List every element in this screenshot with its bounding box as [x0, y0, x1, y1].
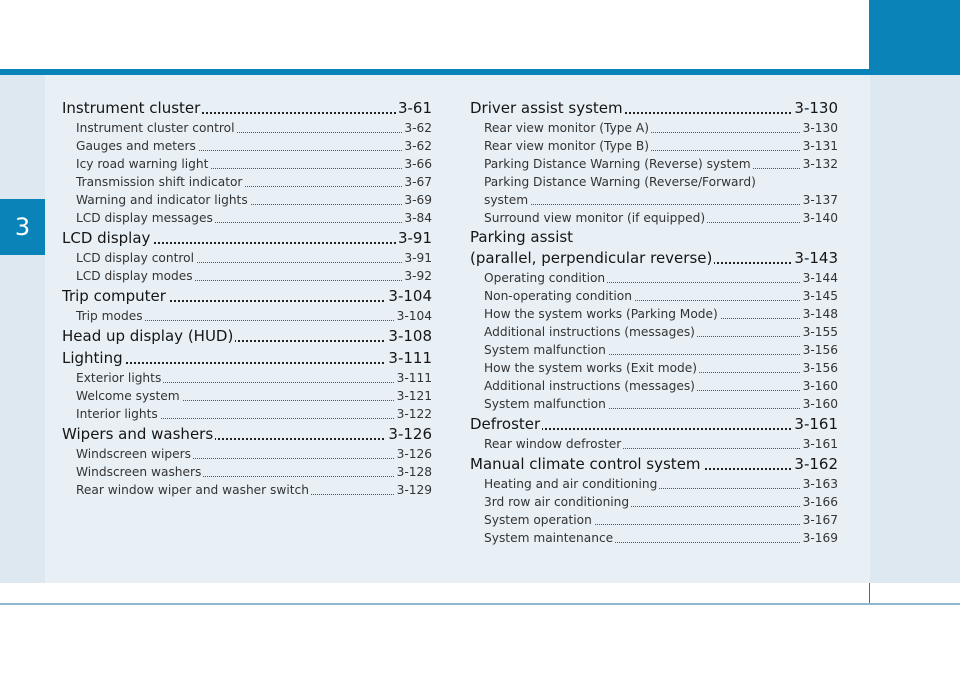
toc-entry-page: 3-61 [397, 99, 432, 117]
toc-entry-page: 3-129 [396, 483, 432, 497]
toc-subsection-entry[interactable] [62, 173, 432, 191]
toc-subsection-entry[interactable] [62, 191, 432, 209]
toc-entry-page: 3-128 [396, 465, 432, 479]
toc-entry-page: 3-160 [802, 379, 838, 393]
toc-entry-title: Manual climate control system [470, 455, 701, 473]
toc-subsection-entry[interactable] [62, 209, 432, 227]
toc-entry-page: 3-169 [802, 531, 838, 545]
toc-entry-title: Rear window defroster [484, 437, 622, 451]
toc-entry-title: Additional instructions (messages) [484, 325, 695, 339]
toc-entry-page: 3-155 [802, 325, 838, 339]
toc-entry-page: 3-156 [802, 361, 838, 375]
toc-subsection-entry[interactable] [62, 445, 432, 463]
toc-entry-page: 3-126 [388, 425, 432, 443]
toc-entry-page: 3-66 [404, 157, 432, 171]
toc-entry-title: Non-operating condition [484, 289, 632, 303]
toc-subsection-entry[interactable] [62, 369, 432, 387]
toc-entry-title: Warning and indicator lights [76, 193, 248, 207]
chapter-number: 3 [14, 213, 31, 241]
toc-subsection-entry[interactable] [470, 323, 838, 341]
toc-entry-title: Additional instructions (messages) [484, 379, 695, 393]
toc-entry-page: 3-91 [397, 229, 432, 247]
toc-entry-title: LCD display modes [76, 269, 193, 283]
toc-subsection-entry[interactable] [62, 481, 432, 499]
toc-entry-page: 3-160 [802, 397, 838, 411]
toc-subsection-entry[interactable] [470, 475, 838, 493]
toc-entry-title: Windscreen wipers [76, 447, 191, 461]
toc-section-entry[interactable] [62, 97, 432, 119]
toc-subsection-entry[interactable] [470, 209, 838, 227]
toc-entry-page: 3-91 [404, 251, 432, 265]
toc-entry-title: LCD display [62, 229, 151, 247]
toc-subsection-entry[interactable] [470, 511, 838, 529]
toc-entry-page: 3-145 [802, 289, 838, 303]
toc-entry-page: 3-148 [802, 307, 838, 321]
toc-entry-title: Rear view monitor (Type A) [484, 121, 649, 135]
toc-subsection-entry[interactable] [470, 359, 838, 377]
toc-section-entry[interactable] [470, 227, 838, 247]
toc-entry-page: 3-162 [794, 455, 838, 473]
toc-entry-title: (parallel, perpendicular reverse) [470, 249, 713, 267]
toc-entry-page: 3-104 [396, 309, 432, 323]
toc-entry-page: 3-144 [802, 271, 838, 285]
toc-section-entry[interactable] [62, 325, 432, 347]
toc-section-entry[interactable] [62, 347, 432, 369]
toc-entry-title: Wipers and washers [62, 425, 214, 443]
toc-entry-title: Driver assist system [470, 99, 623, 117]
toc-entry-title: Defroster [470, 415, 541, 433]
toc-entry-title: Head up display (HUD) [62, 327, 234, 345]
toc-subsection-entry[interactable] [470, 191, 838, 209]
toc-entry-page: 3-140 [802, 211, 838, 225]
toc-entry-page: 3-84 [404, 211, 432, 225]
toc-entry-title: 3rd row air conditioning [484, 495, 630, 509]
toc-entry-title: Windscreen washers [76, 465, 202, 479]
toc-subsection-entry[interactable] [62, 387, 432, 405]
toc-entry-title: Instrument cluster [62, 99, 201, 117]
toc-entry-title: Trip computer [62, 287, 166, 305]
toc-entry-title: Rear view monitor (Type B) [484, 139, 650, 153]
chapter-tab [0, 199, 45, 255]
toc-subsection-entry[interactable] [62, 463, 432, 481]
toc-entry-page: 3-67 [404, 175, 432, 189]
toc-entry-page: 3-167 [802, 513, 838, 527]
left-margin-panel [0, 75, 45, 583]
toc-panel [45, 75, 870, 583]
toc-subsection-entry[interactable] [470, 395, 838, 413]
toc-entry-title: Parking Distance Warning (Reverse/Forward) [484, 175, 756, 189]
toc-entry-page: 3-161 [794, 415, 838, 433]
toc-entry-title: How the system works (Exit mode) [484, 361, 698, 375]
toc-entry-title: Interior lights [76, 407, 158, 421]
toc-subsection-entry[interactable] [62, 155, 432, 173]
toc-subsection-entry[interactable] [470, 269, 838, 287]
toc-subsection-entry[interactable] [470, 119, 838, 137]
toc-entry-page: 3-111 [396, 371, 432, 385]
right-margin-panel [870, 75, 960, 583]
toc-entry-page: 3-62 [404, 139, 432, 153]
toc-section-entry[interactable] [470, 453, 838, 475]
header-corner-block [869, 0, 960, 69]
toc-subsection-entry[interactable] [470, 173, 838, 191]
footer-rule [0, 603, 960, 605]
toc-entry-title: System malfunction [484, 397, 606, 411]
toc-section-entry[interactable] [62, 285, 432, 307]
toc-subsection-entry[interactable] [62, 119, 432, 137]
toc-entry-page: 3-122 [396, 407, 432, 421]
toc-entry-title: Heating and air conditioning [484, 477, 658, 491]
toc-entry-page: 3-111 [388, 349, 432, 367]
toc-entry-page: 3-156 [802, 343, 838, 357]
toc-left-column [62, 97, 432, 499]
toc-entry-title: System operation [484, 513, 592, 527]
toc-entry-page: 3-143 [794, 249, 838, 267]
toc-entry-title: How the system works (Parking Mode) [484, 307, 718, 321]
toc-entry-page: 3-62 [404, 121, 432, 135]
dot-leader [484, 204, 838, 205]
toc-entry-title: System maintenance [484, 531, 614, 545]
toc-entry-title: System malfunction [484, 343, 606, 357]
toc-subsection-entry[interactable] [62, 405, 432, 423]
toc-entry-title: system [484, 193, 529, 207]
toc-entry-page: 3-104 [388, 287, 432, 305]
toc-entry-page: 3-92 [404, 269, 432, 283]
toc-entry-title: Trip modes [76, 309, 143, 323]
toc-entry-title: LCD display messages [76, 211, 213, 225]
toc-subsection-entry[interactable] [470, 377, 838, 395]
toc-entry-title: Parking assist [470, 228, 574, 246]
toc-entry-title: Icy road warning light [76, 157, 209, 171]
toc-entry-title: Surround view monitor (if equipped) [484, 211, 706, 225]
toc-entry-title: Gauges and meters [76, 139, 196, 153]
toc-entry-title: LCD display control [76, 251, 194, 265]
toc-entry-page: 3-108 [388, 327, 432, 345]
toc-subsection-entry[interactable] [62, 137, 432, 155]
toc-entry-page: 3-161 [802, 437, 838, 451]
toc-entry-page: 3-163 [802, 477, 838, 491]
toc-entry-title: Rear window wiper and washer switch [76, 483, 309, 497]
toc-section-entry[interactable] [470, 247, 838, 269]
toc-entry-page: 3-130 [794, 99, 838, 117]
toc-subsection-entry[interactable] [470, 529, 838, 547]
toc-subsection-entry[interactable] [470, 305, 838, 323]
toc-right-column [470, 97, 838, 547]
toc-entry-page: 3-166 [802, 495, 838, 509]
toc-subsection-entry[interactable] [470, 137, 838, 155]
toc-subsection-entry[interactable] [62, 267, 432, 285]
toc-entry-page: 3-131 [802, 139, 838, 153]
toc-subsection-entry[interactable] [470, 341, 838, 359]
toc-entry-title: Lighting [62, 349, 123, 367]
toc-entry-page: 3-121 [396, 389, 432, 403]
toc-subsection-entry[interactable] [470, 287, 838, 305]
toc-section-entry[interactable] [62, 423, 432, 445]
toc-entry-page: 3-126 [396, 447, 432, 461]
toc-section-entry[interactable] [470, 97, 838, 119]
toc-section-entry[interactable] [470, 413, 838, 435]
toc-entry-title: Instrument cluster control [76, 121, 235, 135]
toc-subsection-entry[interactable] [470, 155, 838, 173]
toc-subsection-entry[interactable] [62, 307, 432, 325]
toc-entry-title: Welcome system [76, 389, 180, 403]
toc-entry-page: 3-137 [802, 193, 838, 207]
toc-subsection-entry[interactable] [62, 249, 432, 267]
toc-entry-title: Exterior lights [76, 371, 162, 385]
toc-entry-page: 3-69 [404, 193, 432, 207]
toc-entry-page: 3-130 [802, 121, 838, 135]
toc-section-entry[interactable] [62, 227, 432, 249]
toc-entry-title: Transmission shift indicator [76, 175, 243, 189]
toc-subsection-entry[interactable] [470, 493, 838, 511]
toc-entry-title: Operating condition [484, 271, 606, 285]
toc-entry-page: 3-132 [802, 157, 838, 171]
toc-entry-title: Parking Distance Warning (Reverse) system [484, 157, 751, 171]
toc-subsection-entry[interactable] [470, 435, 838, 453]
